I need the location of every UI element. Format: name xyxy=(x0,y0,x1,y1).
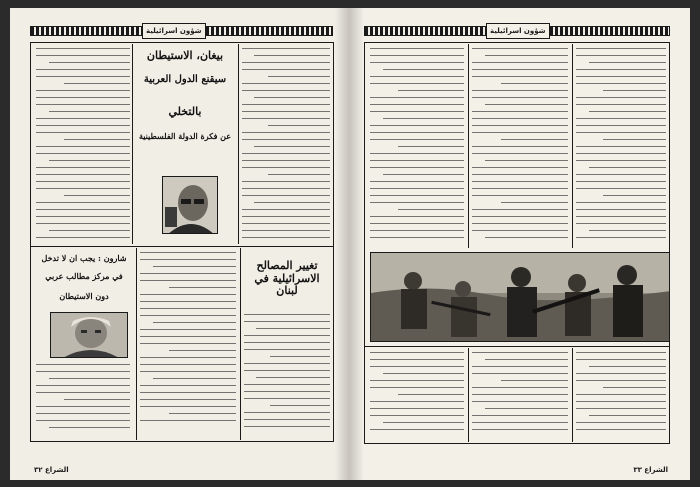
left-rule-v4 xyxy=(136,248,137,440)
left-rule-v1 xyxy=(238,44,239,244)
right-rule-v2 xyxy=(468,44,469,248)
right-column-text-5 xyxy=(472,352,568,436)
right-column-text-3 xyxy=(370,48,464,246)
left-second-headline: تغيير المصالح الاسرائيلية في لبنان xyxy=(254,259,320,298)
right-rule-v3 xyxy=(572,348,573,442)
left-rule-v3 xyxy=(240,248,241,440)
right-page xyxy=(350,8,690,480)
left-third-headline-2: في مركز مطالب عربي xyxy=(45,271,123,281)
portrait-photo-1 xyxy=(162,176,218,234)
left-rule-v2 xyxy=(132,44,133,244)
magazine-spread xyxy=(10,8,690,480)
right-column-text-6 xyxy=(370,352,464,436)
left-column-text-2 xyxy=(36,48,130,244)
left-page-footer: الشراع ٣٢ xyxy=(34,466,69,474)
left-column-text-3 xyxy=(244,314,330,434)
right-column-text-2 xyxy=(472,48,568,246)
left-third-headline-3: دون الاستيطان xyxy=(59,291,109,301)
left-header-label: شؤون اسرائيلية xyxy=(142,23,206,39)
right-gutter-shadow xyxy=(350,8,364,480)
soldiers-photo xyxy=(370,252,670,342)
left-headline-line-1: بيغان، الاستيطان xyxy=(146,49,224,62)
right-rule-h1 xyxy=(364,346,670,347)
right-page-footer: الشراع ٣٣ xyxy=(633,466,668,474)
left-page xyxy=(10,8,350,480)
left-headline-line-4: عن فكرة الدولة الفلسطينية xyxy=(138,131,232,141)
left-gutter-shadow xyxy=(335,8,349,480)
right-header-label: شؤون اسرائيلية xyxy=(486,23,550,39)
right-column-text-4 xyxy=(576,352,666,436)
left-column-text-4 xyxy=(140,252,236,434)
left-headline-line-2: سيقنع الدول العربية xyxy=(143,74,227,85)
left-column-text-5 xyxy=(36,364,130,436)
right-column-text-1 xyxy=(576,48,666,246)
portrait-photo-2 xyxy=(50,312,128,358)
left-headline-line-3: بالتخلي xyxy=(168,105,202,118)
right-rule-v4 xyxy=(468,348,469,442)
left-rule-h1 xyxy=(30,246,334,247)
left-third-headline-1: شارون : يجب ان لا تدخل xyxy=(41,253,127,263)
left-column-text-1 xyxy=(242,48,330,244)
right-rule-v1 xyxy=(572,44,573,248)
